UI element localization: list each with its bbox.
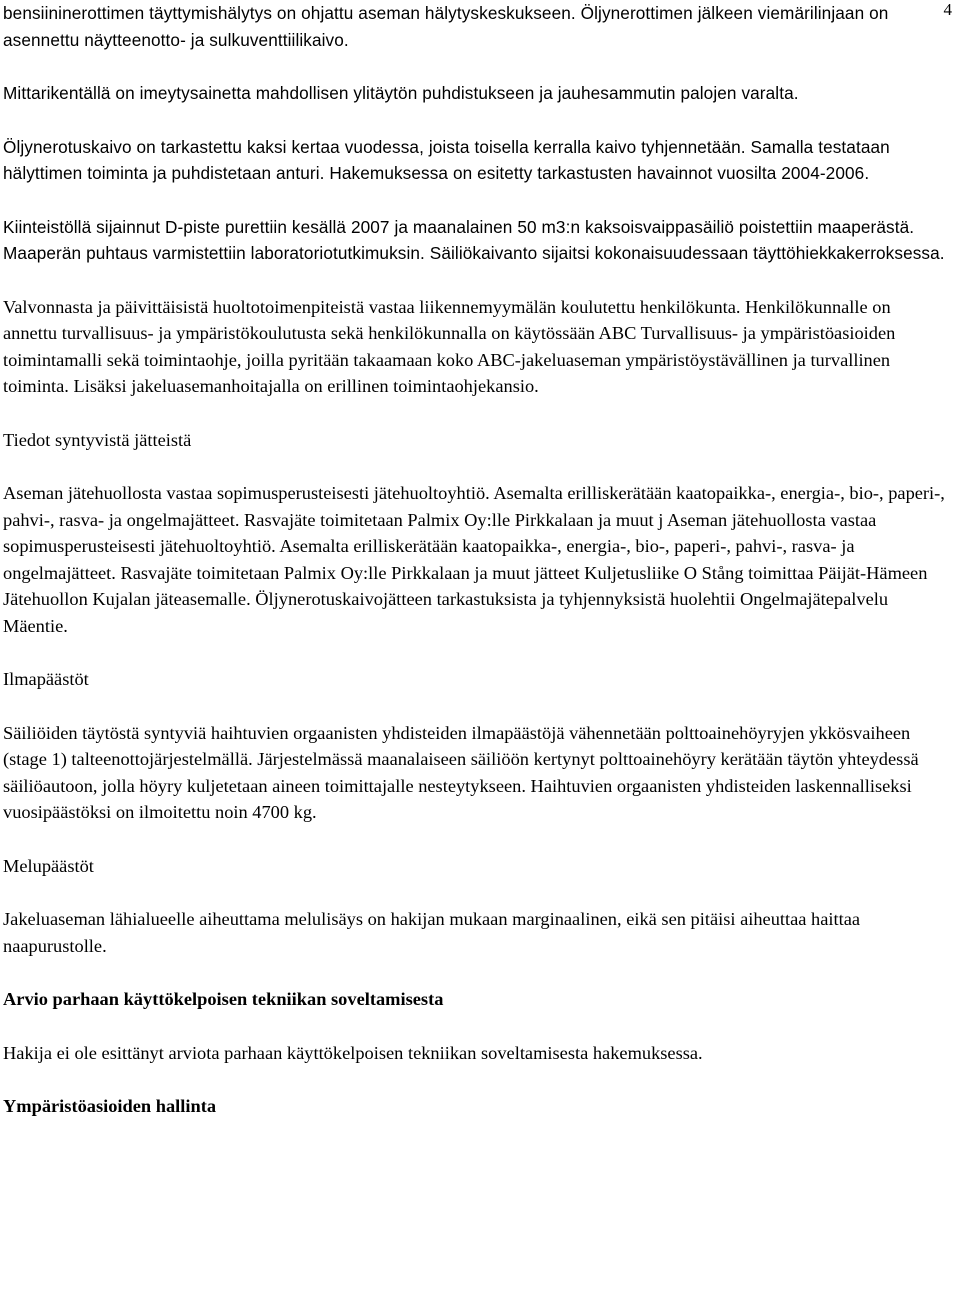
paragraph-separator-alarm: bensiininerottimen täyttymishälytys on ohjattu aseman hälytyskeskukseen. Öljynerottimen jälkeen viemärilinjaan on asennettu näytteenotto- ja sulkuventtiilikaivo. [3, 3, 889, 50]
paragraph-air-emissions: Säiliöiden täytöstä syntyviä haihtuvien orgaanisten yhdisteiden ilmapäästöjä vähennetään polttoainehöyryjen ykkösvaiheen (stage 1) talteenottojärjestelmällä. Järjestelmässä maanalaiseen säiliöön kertynyt polttoainehöyry kerätään täytön yhteydessä säiliöautoon, jolla höyry kuljetetaan aineen toimittajalle nesteytykseen. Haihtuvien orgaanisten yhdisteiden laskennalliseksi vuosipäästöksi on ilmoitettu noin 4700 kg. [3, 722, 919, 822]
paragraph-meter-field: Mittarikentällä on imeytysainetta mahdollisen ylitäytön puhdistukseen ja jauhesammutin palojen varalta. [3, 83, 799, 103]
heading-noise-emissions: Melupäästöt [3, 855, 94, 876]
heading-waste-info: Tiedot syntyvistä jätteistä [3, 429, 192, 450]
paragraph-separator-well-inspection: Öljynerotuskaivo on tarkastettu kaksi kertaa vuodessa, joista toisella kerralla kaivo tyhjennetään. Samalla testataan hälyttimen toiminta ja puhdistetaan anturi. Hakemuksessa on esitetty tarkastusten havainnot vuosilta 2004-2006. [3, 136, 890, 183]
heading-bat-assessment: Arvio parhaan käyttökelpoisen tekniikan soveltamisesta [3, 989, 444, 1009]
paragraph-d-point-removal: Kiinteistöllä sijainnut D-piste purettiin kesällä 2007 ja maanalainen 50 m3:n kaksoisvaippasäiliö poistettiin maaperästä. Maaperän puhtaus varmistettiin laboratoriotutkimuksin. Säiliökaivanto sijaitsi kokonaisuudessaan täyttöhiekkakerroksessa. [3, 216, 945, 263]
paragraph-noise-emissions: Jakeluaseman lähialueelle aiheuttama melulisäys on hakijan mukaan marginaalinen, eikä sen pitäisi aiheuttaa haittaa naapurustolle. [3, 909, 861, 956]
paragraph-bat-assessment: Hakija ei ole esittänyt arviota parhaan käyttökelpoisen tekniikan soveltamisesta hakemuksessa. [3, 1042, 703, 1063]
page-number: 4 [943, 0, 952, 19]
heading-air-emissions: Ilmapäästöt [3, 669, 89, 689]
paragraph-maintenance-staff: Valvonnasta ja päivittäisistä huoltotoimenpiteistä vastaa liikennemyymälän koulutettu henkilökunta. Henkilökunnalle on annettu turvallisuus- ja ympäristökoulutusta sekä henkilökunnalla on käytössään ABC Turvallisuus- ja ympäristöasioiden toimintamalli sekä toimintaohje, joilla pyritään takaamaan koko ABC-jakeluaseman ympäristöystävällinen ja turvallinen toiminta. Lisäksi jakeluasemanhoitajalla on erillinen toimintaohjekansio. [3, 296, 896, 396]
paragraph-waste-management: Aseman jätehuollosta vastaa sopimusperusteisesti jätehuoltoyhtiö. Asemalta erilliskerätään kaatopaikka-, energia-, bio-, paperi-, pahvi-, rasva- ja ongelmajätteet. Rasvajäte toimitetaan Palmix Oy:lle Pirkkalaan ja muut j Aseman jätehuollosta vastaa sopimusperusteisesti jätehuoltoyhtiö. Asemalta erilliskerätään kaatopaikka-, energia-, bio-, paperi-, pahvi-, rasva- ja ongelmajätteet. Rasvajäte toimitetaan Palmix Oy:lle Pirkkalaan ja muut jätteet Kuljetusliike O Stång toimittaa Päijät-Hämeen Jätehuollon Kujalan jäteasemalle. Öljynerotuskaivojätteen tarkastuksista ja tyhjennyksistä huolehtii Ongelmajätepalvelu Mäentie. [3, 483, 945, 636]
document-body [3, 0, 948, 1147]
heading-environmental-management: Ympäristöasioiden hallinta [3, 1096, 217, 1116]
